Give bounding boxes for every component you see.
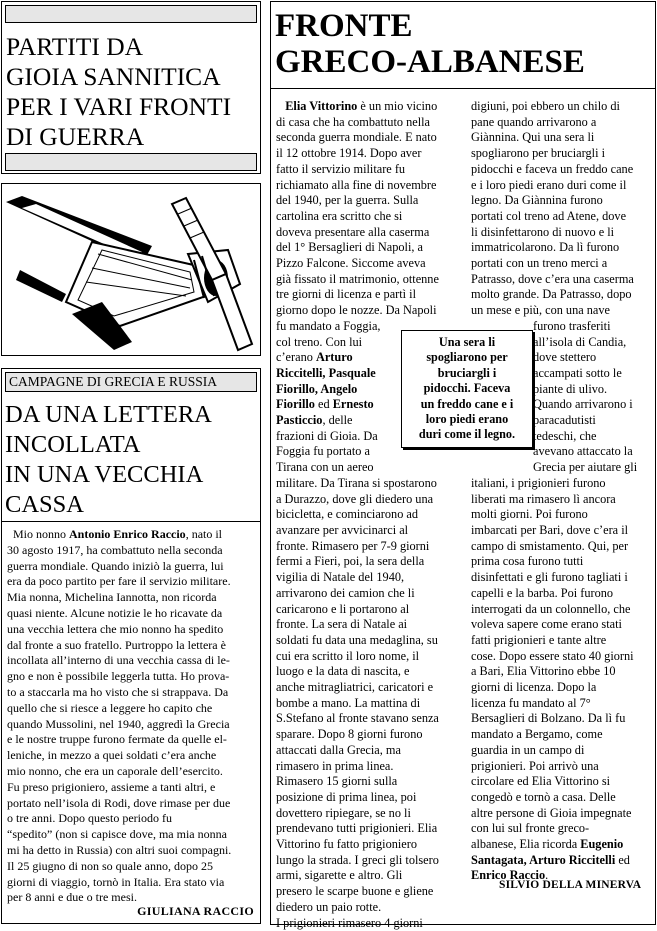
body-line: mi ha detto in Russia) con altri suoi compagni.: [7, 842, 232, 857]
body-line: frazioni di Gioia. Da: [276, 428, 378, 443]
body-line: portato nell’isola di Rodi, dove rimase per due: [7, 795, 231, 810]
body-line: loro piedi erano: [425, 412, 509, 427]
body-line: digiuni, poi ebbero un chilo di: [471, 99, 620, 113]
body-line: e i loro piedi erano duri come il: [471, 177, 627, 192]
body-line: armi, sigarette e altro. Gli: [276, 868, 403, 883]
body-line: quasi niente. Alcune notizie le ho ricavate da: [7, 605, 223, 620]
body-line: li disinfettarono di nuovo e li: [471, 224, 615, 239]
body-line: avanzare per avvicinarci al: [276, 522, 409, 537]
body-line: Grecia per aiutare gli: [533, 460, 638, 475]
signature: SILVIO DELLA MINERVA: [499, 879, 642, 891]
body-line: gno e non è possibile leggerla tutta. Ho prova-: [7, 669, 230, 684]
body-line: liberati ma rimasero lì ancora: [471, 491, 616, 506]
body-line: giorni di viaggio, tornò in Italia. Era stato via: [7, 874, 225, 889]
headline-divider: [2, 521, 260, 522]
body-line: dovettero ripiegare, se no li: [276, 805, 411, 820]
body-line: un mese e più, con una nave: [471, 303, 610, 318]
body-line: Elia Vittorino è un mio vicino: [285, 99, 438, 113]
body-line: mio nonno, che era un caporale dell’esercito.: [7, 763, 223, 778]
body-line: disinfettati e gli furono tagliati i: [471, 570, 628, 585]
headline-line: INCOLLATA: [5, 431, 141, 458]
body-line: circolare ed Elia Vittorino si: [471, 774, 611, 789]
body-line: vigilia di Natale del 1940,: [276, 570, 405, 585]
lead-name: Elia Vittorino: [285, 99, 358, 113]
body-line: Santagata, Arturo Riccitelli ed: [471, 852, 630, 867]
body-line: S.Stefano al fronte stavano senza: [276, 711, 439, 726]
body-line: bombe a mano. La mattina di: [276, 695, 421, 710]
headline-line: IN UNA VECCHIA: [5, 461, 204, 488]
body-line: fatti prigionieri e tante altre: [471, 632, 607, 647]
body-line: di casa che ha combattuto nella: [276, 114, 430, 129]
body-line: prima cosa furono tutti: [471, 554, 584, 569]
title-divider: [271, 88, 655, 89]
signature: GIULIANA RACCIO: [137, 904, 254, 918]
body-line: portati col treno ad Atene, dove: [471, 208, 627, 223]
article-body: [7, 527, 261, 906]
body-line: Mio nonno Antonio Enrico Raccio, nato il: [13, 527, 223, 541]
body-line: duri come il legno.: [418, 427, 516, 442]
body-line: a Durazzo, dove gli diedero una: [276, 491, 434, 506]
body-line: Rimasero 15 giorni sulla: [276, 774, 398, 789]
body-line: Enrico Raccio.: [471, 868, 549, 883]
headline-line: DA UNA LETTERA: [5, 401, 212, 428]
body-line: fatto il servizio militare fu: [276, 161, 406, 176]
body-line: fu mandato a Foggia,: [276, 318, 381, 333]
body-line: cui era scritto il loro nome, il: [276, 648, 420, 663]
body-line: Giànnina. Qui una sera li: [471, 130, 595, 145]
body-line: Una sera li: [438, 335, 496, 349]
body-line: pidocchi e faceva un freddo cane: [471, 161, 634, 176]
body-line: per 8 anni e due o tre mesi.: [7, 890, 137, 905]
body-line: doveva presentare alla caserma: [276, 224, 430, 239]
body-line: guerra mondiale. Quando iniziò la guerra, lui: [7, 558, 224, 573]
column-2: [471, 99, 655, 884]
body-line: Patrasso, dove c’era una caserma: [471, 271, 634, 286]
body-line: o tre anni. Dopo questo periodo fu: [7, 811, 172, 826]
body-line: era da poco partito per fare il servizio militare.: [7, 574, 231, 589]
body-line: imbarcati per Bari, dove c’era il: [471, 522, 629, 537]
title-line: PARTITI DA: [6, 32, 144, 61]
body-line: capelli e la barba. Poi furono: [471, 585, 614, 600]
body-line: molti giorni. Poi furono: [471, 507, 588, 522]
body-line: to a staccarla ma ho visto che si strappava. Da: [7, 684, 229, 699]
body-line: soldati fu data una medaglina, su: [276, 632, 438, 647]
body-line: licenza fu mandato al 7°: [471, 695, 591, 710]
body-line: bicicletta, e cominciarono ad: [276, 507, 419, 522]
body-line: portati con un treno merci a: [471, 256, 608, 271]
body-line: guardia in un campo di: [471, 742, 585, 757]
body-line: campo di smistamento. Qui, per: [471, 538, 629, 553]
body-line: mandato a Bergamo, come: [471, 727, 603, 742]
title-line: GRECO-ALBANESE: [275, 44, 585, 80]
body-line: prigionieri. Poi arrivò una: [471, 758, 599, 773]
body-line: interrogati da un colonnello, che: [471, 601, 631, 616]
body-line: quello che si riesce a leggere ho capito che: [7, 700, 213, 715]
body-line: diedero un paio rotte.: [276, 899, 382, 914]
body-line: congedò e tornò a casa. Delle: [471, 789, 616, 804]
left-title-panel: [1, 1, 261, 174]
body-line: Pizzo Falcone. Siccome aveva: [276, 256, 426, 271]
body-line: dove stettero: [533, 350, 597, 365]
headline-line: CASSA: [5, 491, 84, 518]
body-line: attaccati dalla Grecia, ma: [276, 742, 401, 757]
body-line: spogliarono per: [426, 350, 508, 365]
body-line: paracadutisti: [533, 413, 596, 428]
body-line: sparare. Dopo 8 giorni furono: [276, 727, 423, 742]
body-line: tedeschi, che: [533, 428, 597, 443]
body-line: Foggia fu portato a: [276, 444, 370, 459]
body-line: Bersaglieri di Bolzano. Da lì fu: [471, 711, 626, 726]
body-line: col treno. Con lui: [276, 334, 363, 349]
left-article: [1, 368, 261, 924]
title-line: GIOIA SANNITICA: [6, 62, 221, 91]
top-bar: [5, 5, 257, 23]
body-line: quando Mussolini, nel 1940, aggredì la Grecia: [7, 716, 230, 731]
body-line: luogo e la data di nascita, e: [276, 664, 410, 679]
body-line: arrivarono dei camion che li: [276, 585, 415, 600]
body-line: seconda guerra mondiale. E nato: [276, 130, 437, 145]
kicker: CAMPAGNE DI GRECIA E RUSSIA: [5, 372, 257, 392]
body-line: giorni di licenza. Dopo la: [471, 680, 597, 695]
body-line: italiani, i prigionieri furono: [471, 475, 606, 490]
body-line: prendevano tutti prigionieri. Elia: [276, 821, 438, 836]
headline: [5, 400, 257, 520]
body-line: Riccitelli, Pasquale: [276, 365, 376, 380]
body-line: dal fronte a suo fratello. Purtroppo la lettera è: [7, 637, 226, 652]
body-line: e le nostre truppe furono fermate da quelle el-: [7, 732, 227, 747]
body-line: a Bari, Elia Vittorino ebbe 10: [471, 664, 616, 679]
body-line: rimasero in prima linea.: [276, 758, 394, 773]
body-line: Vittorino fu fatto prigioniero: [276, 837, 417, 852]
body-line: giorno dopo le nozze. Da Napoli: [276, 303, 437, 318]
body-line: lungo la strada. I greci gli tolsero: [276, 852, 439, 867]
body-line: I prigionieri rimasero 4 giorni: [276, 915, 423, 930]
body-line: pidocchi. Faceva: [423, 381, 511, 396]
body-line: cartolina era scritto che si: [276, 208, 403, 223]
body-line: 30 agosto 1917, ha combattuto nella seconda: [7, 542, 223, 557]
body-line: spogliarono per bruciargli i: [471, 146, 605, 161]
body-line: furono trasferiti: [533, 318, 611, 333]
airplane-image-panel: [1, 183, 261, 356]
body-line: voleva sapere come erano stati: [471, 617, 622, 632]
pull-quote: [401, 330, 533, 448]
left-title: [6, 32, 258, 152]
body-line: Tirana con un aereo: [276, 460, 374, 475]
body-line: “spedito” (non si capisce dove, ma mia nonna: [7, 827, 227, 842]
body-line: Mia nonna, Michelina Iannotta, non ricorda: [7, 590, 217, 605]
title-line: FRONTE: [275, 8, 413, 44]
body-line: legno. Da Giànnina furono: [471, 193, 603, 208]
body-line: cose. Dopo essere stato 40 giorni: [471, 648, 634, 663]
body-line: del 1940, per la guerra. Sulla: [276, 193, 419, 208]
body-line: fermi a Fieri, poi, la sera della: [276, 554, 425, 569]
bottom-bar: [5, 153, 257, 171]
body-line: all’isola di Candia,: [533, 334, 627, 349]
body-line: molto grande. Da Patrasso, dopo: [471, 287, 632, 302]
body-line: Fu preso prigioniero, assieme a tanti altri, e: [7, 779, 216, 794]
body-line: già fissato il matrimonio, ottenne: [276, 271, 439, 286]
body-line: accampati sotto le: [533, 365, 622, 380]
body-line: Pasticcio, delle: [276, 413, 353, 428]
title-line: DI GUERRA: [6, 122, 145, 151]
body-line: Quando arrivarono i: [533, 397, 633, 412]
right-title: [275, 8, 651, 80]
body-line: albanese, Elia ricorda Eugenio: [471, 837, 624, 852]
body-line: pane quando arrivarono a: [471, 114, 597, 129]
body-line: incollata all’interno di una vecchia cassa di le-: [7, 653, 230, 668]
body-line: fronte. La sera di Natale ai: [276, 617, 408, 632]
body-line: del 1° Bersaglieri di Napoli, a: [276, 240, 423, 255]
body-line: anche mitragliatrici, caricatori e: [276, 680, 434, 695]
body-line: tre giorni di licenza e partì il: [276, 287, 416, 302]
body-line: caricarono e li portarono al: [276, 601, 410, 616]
body-line: con lui sul fronte greco-: [471, 821, 590, 836]
author-name: Antonio Enrico Raccio: [69, 527, 186, 541]
body-line: presero le scarpe buone e gliene: [276, 884, 434, 899]
body-line: Fiorillo, Angelo: [276, 381, 358, 396]
body-line: Il 25 giugno di non so quale anno, dopo 25: [7, 858, 213, 873]
body-line: una vecchia lettera che mio nonno ha spedito: [7, 621, 224, 636]
body-line: immatricolarono. Da lì furono: [471, 240, 620, 255]
title-line: PER I VARI FRONTI: [6, 92, 232, 121]
body-line: un freddo cane e i: [420, 396, 514, 411]
body-line: c’erano Arturo: [276, 350, 353, 365]
body-line: avevano attaccato la: [533, 444, 633, 459]
column-1: [276, 99, 468, 931]
airplane-illustration: [2, 184, 260, 355]
body-line: militare. Da Tirana si spostarono: [276, 475, 437, 490]
body-line: leniche, in mezzo a quei soldati c’era anche: [7, 748, 217, 763]
right-article: [270, 1, 656, 930]
body-line: il 12 ottobre 1914. Dopo aver: [276, 146, 422, 161]
body-line: bruciargli i: [437, 365, 497, 380]
body-line: posizione di prima linea, poi: [276, 789, 417, 804]
body-line: Fiorillo ed Ernesto: [276, 397, 374, 412]
body-line: altre persone di Gioia impegnate: [471, 805, 632, 820]
body-line: richiamato alla fine di novembre: [276, 177, 437, 192]
body-line: piante di ulivo.: [533, 381, 608, 396]
body-line: fronte. Rimasero per 7-9 giorni: [276, 538, 430, 553]
